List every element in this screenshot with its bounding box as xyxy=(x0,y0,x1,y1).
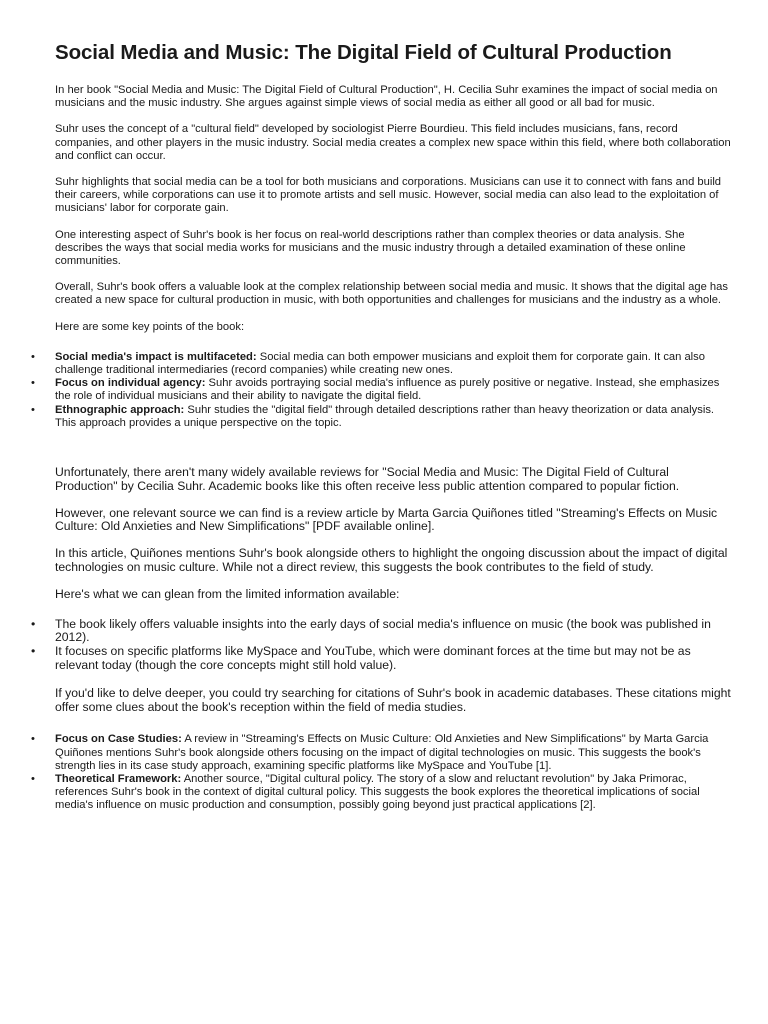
intro-paragraph: Suhr highlights that social media can be a tool for both musicians and corporations. Musicians can use it to connect with fans and build their careers, while corporations can use it to promote artists and sell music. However, social media can also lead to the exploitation of musicians' labor for corporate gain. xyxy=(55,176,722,215)
list-item-term: Social media's impact is multifaceted: xyxy=(55,350,257,363)
list-item-text: A review in "Streaming's Effects on Music Culture: Old Anxieties and New Simplifications" by Marta Garcia Quiñones mentions Suhr's book alongside others focusing on the impact of digital technologies on music. This suggests the book's strength lies in its case study approach, examining specific platforms like MySpace and YouTube [1]. xyxy=(55,733,709,772)
list-item-term: Theoretical Framework: xyxy=(55,773,182,786)
list-item-term: Focus on individual agency: xyxy=(55,377,206,390)
closing-paragraph: If you'd like to delve deeper, you could try searching for citations of Suhr's book in academic databases. These citations might offer some clues about the book's reception within the field of media studies. xyxy=(55,685,731,714)
list-item-text: Social media can both empower musicians and exploit them for corporate gain. It can also challenge traditional intermediaries (record companies) while creating new ones. xyxy=(55,350,705,377)
list-item: • It focuses on specific platforms like MySpace and YouTube, which were dominant forces at the time but may not be as relevant today (though the core concepts might still hold value). xyxy=(55,645,732,673)
spacer xyxy=(55,430,732,466)
list-item xyxy=(55,377,732,403)
list-item xyxy=(55,351,732,377)
list-item-term: Focus on Case Studies: xyxy=(55,733,182,746)
list-item-term: Ethnographic approach: xyxy=(55,403,185,416)
list-item xyxy=(55,773,732,813)
review-paragraph: In this article, Quiñones mentions Suhr's book alongside others to highlight the ongoing discussion about the impact of digital technologies on music culture. While not a direct review, this suggests the book contributes to the field of study. xyxy=(55,546,728,575)
intro-paragraph: In her book "Social Media and Music: The Digital Field of Cultural Production", H. Cecilia Suhr examines the impact of social media on musicians and the music industry. She argues against simple views of social media as either all good or all bad for music. xyxy=(55,84,718,110)
spacer xyxy=(55,673,732,687)
review-paragraph: However, one relevant source we can find is a review article by Marta Garcia Quiñones titled "Streaming's Effects on Music Culture: Old Anxieties and New Simplifications" [PDF available online]. xyxy=(55,505,718,534)
list-item xyxy=(55,733,732,773)
key-points-lead: Here are some key points of the book: xyxy=(55,320,245,333)
list-item xyxy=(55,404,732,430)
list-item-text: Another source, "Digital cultural policy. The story of a slow and reluctant revolution" by Jaka Primorac, references Suhr's book in the context of digital cultural policy. This suggests the book explores the theoretical implications of social media's influence on music production and consumption, possibly going beyond just practical applications [2]. xyxy=(55,773,700,812)
key-points-list xyxy=(55,351,732,430)
review-paragraph: Unfortunately, there aren't many widely available reviews for "Social Media and Music: The Digital Field of Cultural Production" by Cecilia Suhr. Academic books like this often receive less public attention compared to popular fiction. xyxy=(55,465,680,493)
list-item-text: Suhr avoids portraying social media's influence as purely positive or negative. Instead, she emphasizes the role of individual musicians and their ability to navigate the digital field. xyxy=(55,377,720,403)
list-item: • The book likely offers valuable insights into the early days of social media's influence on music (the book was published in 2012). xyxy=(55,618,732,646)
page-title: Social Media and Music: The Digital Field of Cultural Production xyxy=(55,41,672,64)
list-item-text: Suhr studies the "digital field" through detailed descriptions rather than heavy theorization or data analysis. This approach provides a unique perspective on the topic. xyxy=(55,403,715,429)
intro-paragraph: One interesting aspect of Suhr's book is her focus on real-world descriptions rather than complex theories or data analysis. She describes the ways that social media works for musicians and the music industry through a detailed examination of these online communities. xyxy=(55,228,686,268)
glean-lead: Here's what we can glean from the limited information available: xyxy=(55,586,400,601)
intro-paragraph: Overall, Suhr's book offers a valuable look at the complex relationship between social media and music. It shows that the digital age has created a new space for cultural production in music, with both opportunities and challenges for musicians and the industry as a whole. xyxy=(55,281,728,307)
glean-points-list xyxy=(55,618,732,673)
intro-paragraph: Suhr uses the concept of a "cultural field" developed by sociologist Pierre Bourdieu. This field includes musicians, fans, record companies, and other players in the music industry. Social media creates a complex new space within this field, where both collaboration and conflict can occur. xyxy=(55,123,731,162)
final-points-list xyxy=(55,733,732,812)
